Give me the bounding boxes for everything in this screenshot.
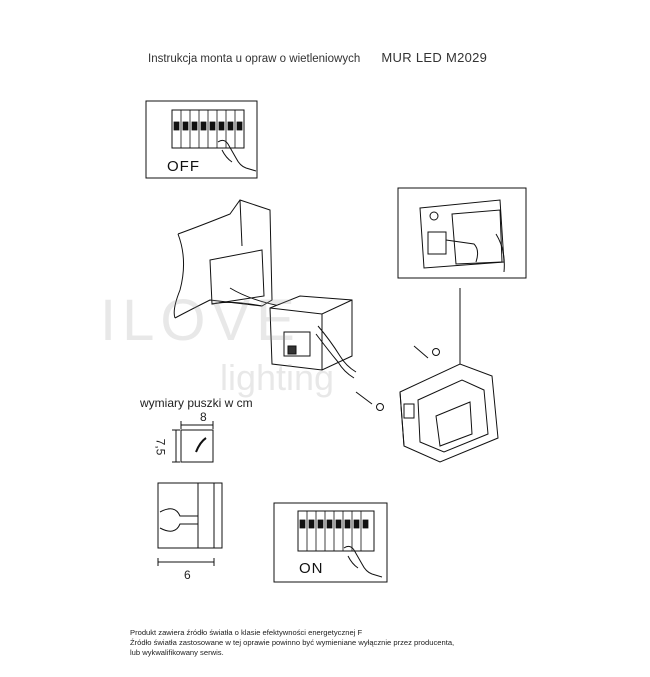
on-label: ON [299,560,324,577]
footer-notice [130,628,454,658]
dimension-height: 7,5 [153,438,168,456]
watermark-logo [100,288,334,398]
box-side-dimension-icon [158,483,222,566]
led-fixture-icon [400,288,498,462]
instruction-title: Instrukcja monta u opraw o wietleniowych [148,53,361,65]
model-name: MUR LED M2029 [381,50,488,65]
footer-line-service: lub wykwalifikowany serwis. [130,648,224,657]
footer-line-replacement: Źródło światła zastosowane w tej oprawie powinno być wymieniane wyłącznie przez producenta, [130,638,455,647]
off-label: OFF [167,158,200,175]
watermark-text-top: ILOVE [100,288,301,353]
dimension-depth: 6 [184,568,191,582]
box-front-dimension-icon [172,421,213,462]
footer-line-energy: Produkt zawiera źródło światła o klasie efektywności energetycznej F [130,628,363,637]
dimensions-title: wymiary puszki w cm [140,396,253,410]
wiring-detail-icon [398,188,526,278]
breaker-panel-on-icon [274,503,387,582]
dimension-width: 8 [200,410,207,424]
breaker-panel-off-icon [146,101,257,178]
watermark-text-bottom: lighting [220,357,335,398]
